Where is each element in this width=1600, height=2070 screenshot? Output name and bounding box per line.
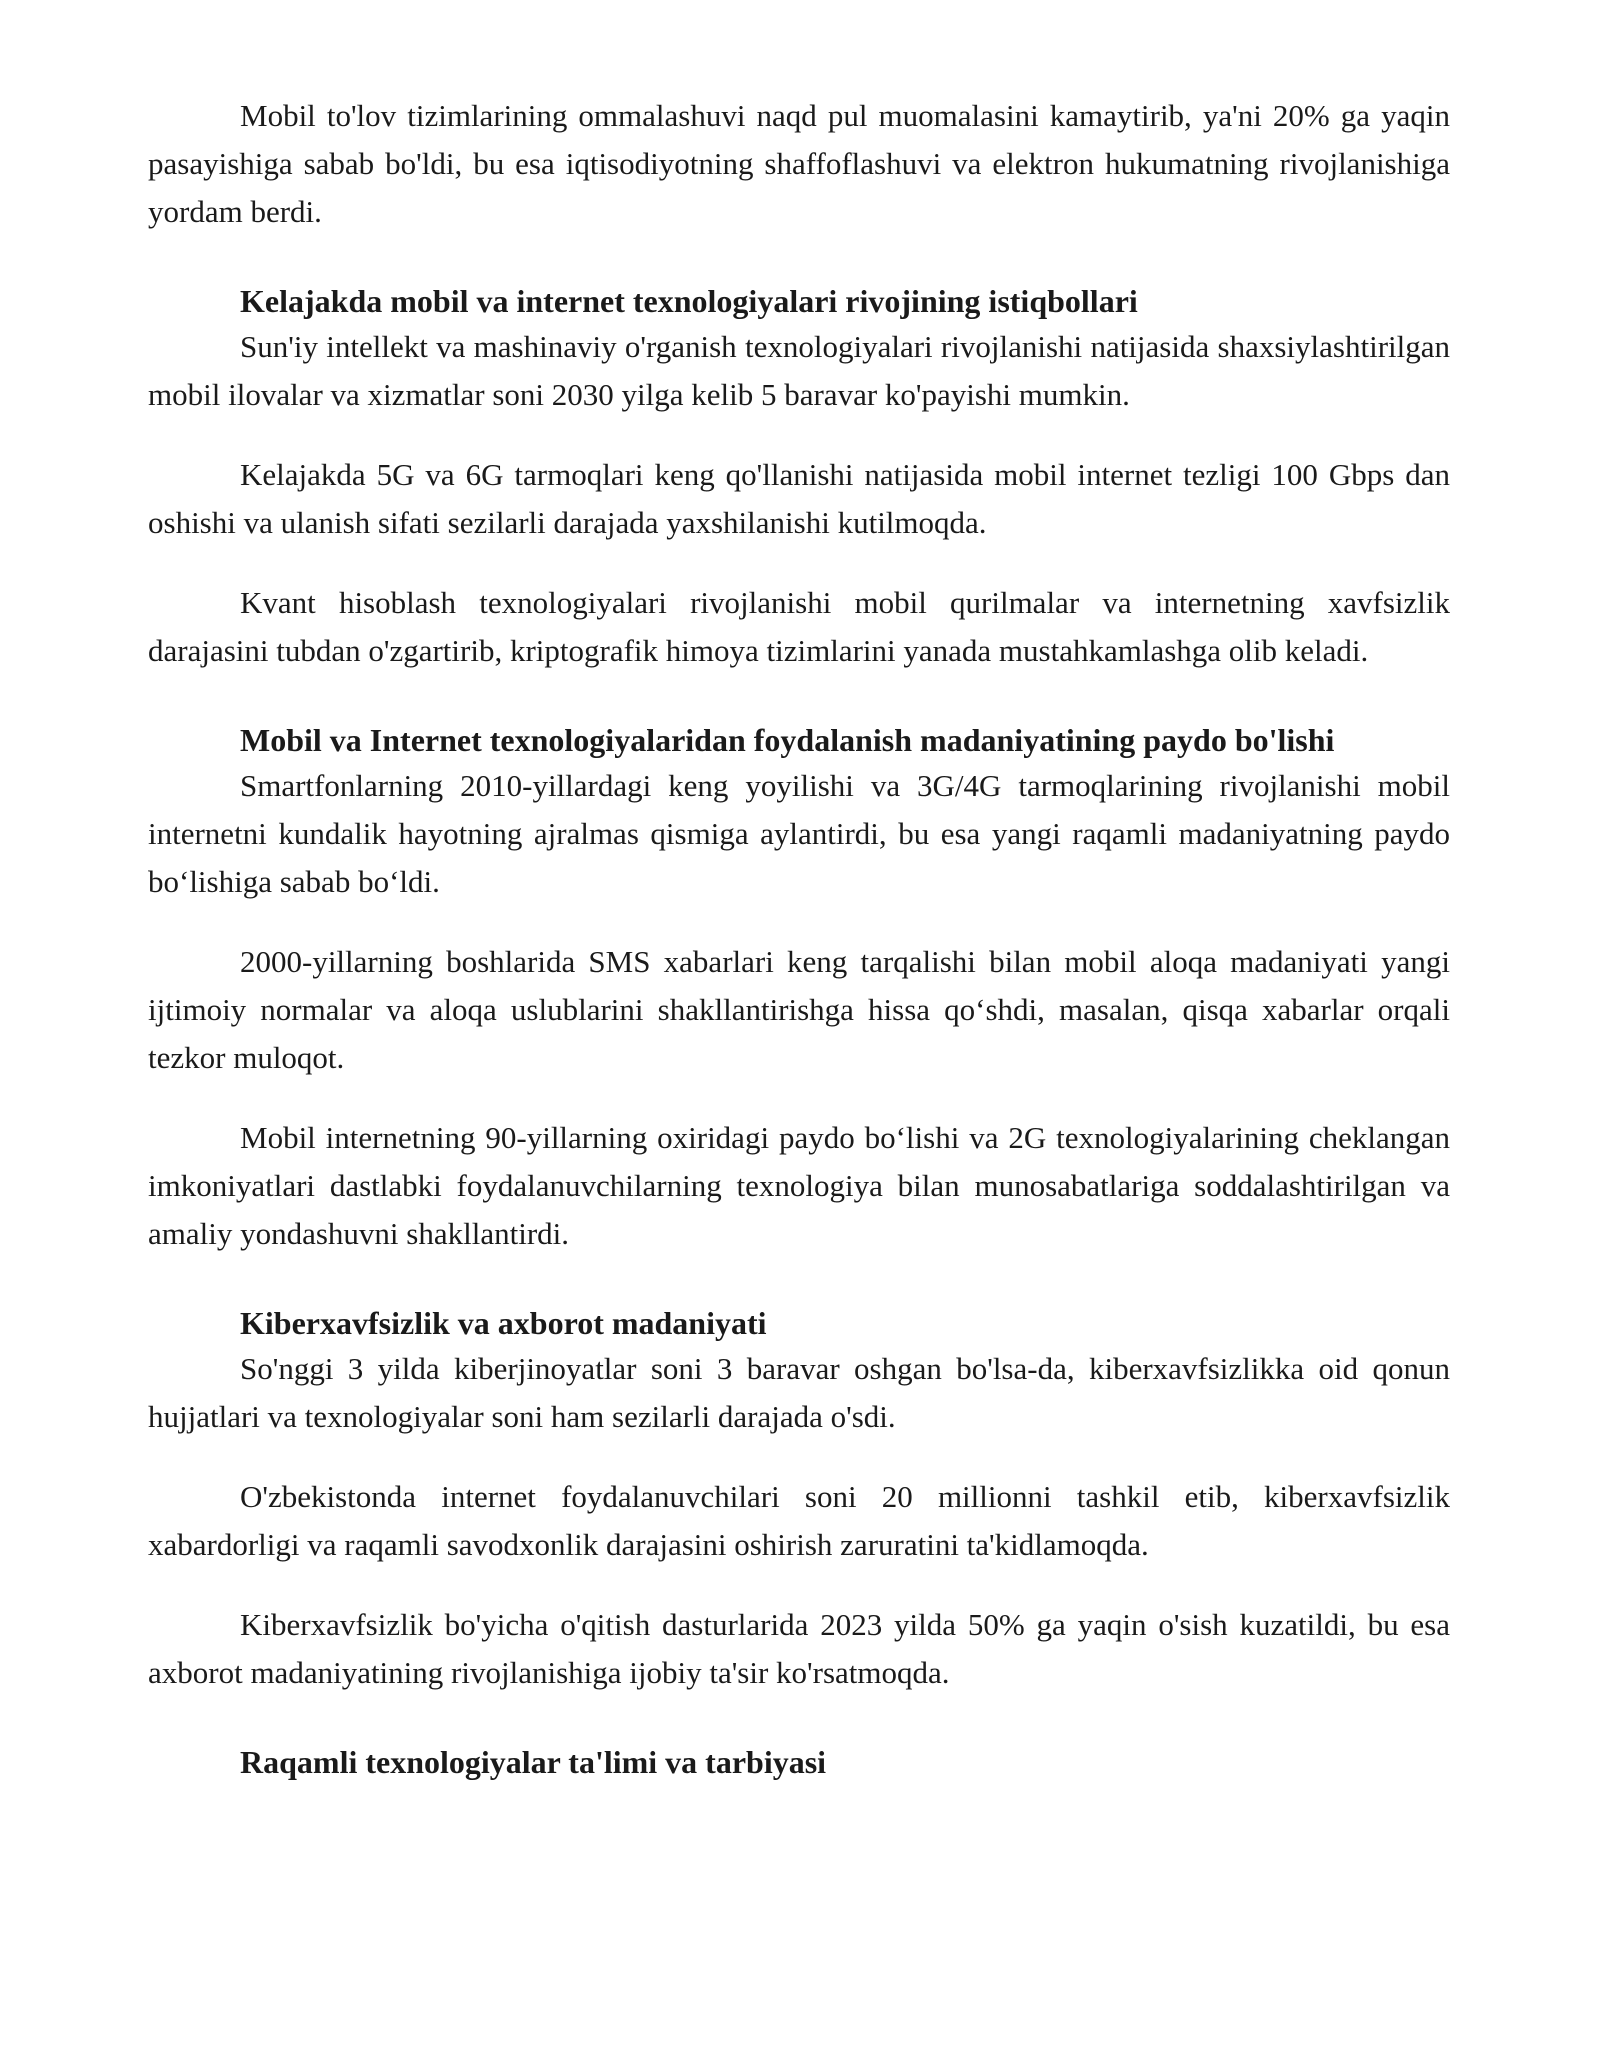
paragraph-ai-ml: Sun'iy intellekt va mashinaviy o'rganish texnologiyalari rivojlanishi natijasida shaxsiylashtirilgan mobil ilovalar va xizmatlar soni 2030 yilga kelib 5 baravar ko'payishi mumkin. — [148, 329, 1450, 412]
document-page — [148, 92, 1450, 1784]
heading-usage-culture: Mobil va Internet texnologiyalaridan foydalanish madaniyatining paydo bo'lishi — [240, 722, 1335, 758]
paragraph-training-programs: Kiberxavfsizlik bo'yicha o'qitish dasturlarida 2023 yilda 50% ga yaqin o'sish kuzatildi, bu esa axborot madaniyatining rivojlanishiga ijobiy ta'sir ko'rsatmoqda. — [148, 1607, 1450, 1690]
paragraph-quantum: Kvant hisoblash texnologiyalari rivojlanishi mobil qurilmalar va internetning xavfsizlik darajasini tubdan o'zgartirib, kriptografik himoya tizimlarini yanada mustahkamlashga olib keladi. — [148, 585, 1450, 668]
paragraph-sms: 2000-yillarning boshlarida SMS xabarlari keng tarqalishi bilan mobil aloqa madaniyati yangi ijtimoiy normalar va aloqa uslublarini shakllantirishga hissa qo‘shdi, masalan, qisqa xabarlar orqali tezkor muloqot. — [148, 944, 1450, 1075]
paragraph-smartphones: Smartfonlarning 2010-yillardagi keng yoyilishi va 3G/4G tarmoqlarining rivojlanishi mobil internetni kundalik hayotning ajralmas qismiga aylantirdi, bu esa yangi raqamli madaniyatning paydo bo‘lishiga sabab bo‘ldi. — [148, 768, 1450, 899]
heading-future-prospects: Kelajakda mobil va internet texnologiyalari rivojining istiqbollari — [240, 283, 1138, 319]
heading-cybersecurity: Kiberxavfsizlik va axborot madaniyati — [240, 1305, 767, 1341]
paragraph-mobile-payments: Mobil to'lov tizimlarining ommalashuvi naqd pul muomalasini kamaytirib, ya'ni 20% ga yaqin pasayishiga sabab bo'ldi, bu esa iqtisodiyotning shaffoflashuvi va elektron hukumatning rivojlanishiga yordam berdi. — [148, 98, 1450, 229]
paragraph-internet-users-uz: O'zbekistonda internet foydalanuvchilari soni 20 millionni tashkil etib, kiberxavfsizlik xabardorligi va raqamli savodxonlik darajasini oshirish zaruratini ta'kidlamoqda. — [148, 1479, 1450, 1562]
paragraph-mobile-internet-90s: Mobil internetning 90-yillarning oxiridagi paydo bo‘lishi va 2G texnologiyalarining cheklangan imkoniyatlari dastlabki foydalanuvchilarning texnologiya bilan munosabatlariga soddalashtirilgan va amaliy yondashuvni shakllantirdi. — [148, 1120, 1450, 1251]
paragraph-cybercrime: So'nggi 3 yilda kiberjinoyatlar soni 3 baravar oshgan bo'lsa-da, kiberxavfsizlikka oid qonun hujjatlari va texnologiyalar soni ham sezilarli darajada o'sdi. — [148, 1351, 1450, 1434]
paragraph-5g-6g: Kelajakda 5G va 6G tarmoqlari keng qo'llanishi natijasida mobil internet tezligi 100 Gbps dan oshishi va ulanish sifati sezilarli darajada yaxshilanishi kutilmoqda. — [148, 457, 1450, 540]
heading-digital-education: Raqamli texnologiyalar ta'limi va tarbiyasi — [240, 1744, 827, 1780]
